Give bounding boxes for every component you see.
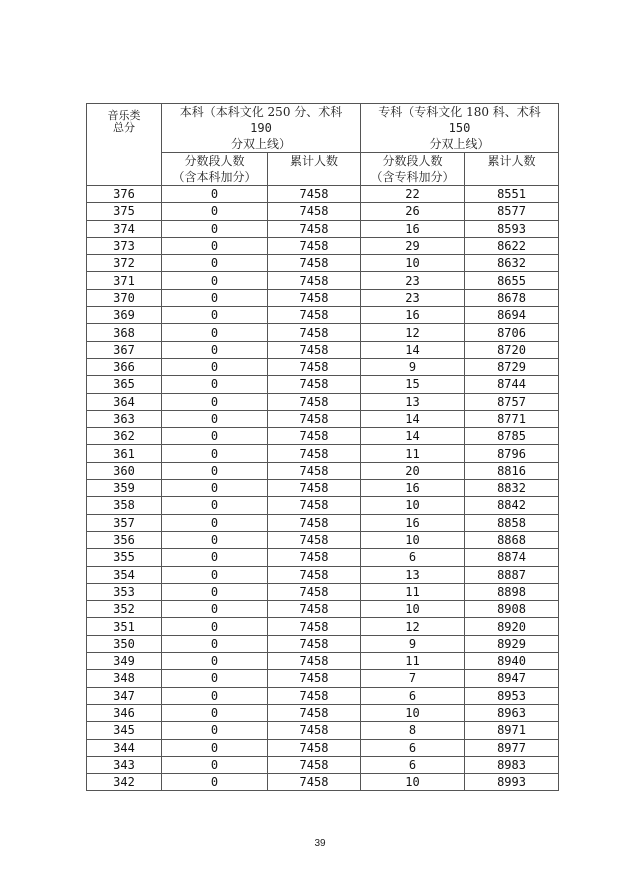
- junior-cumulative-cell: 8874: [465, 549, 559, 566]
- junior-cumulative-cell: 8632: [465, 255, 559, 272]
- junior-cumulative-cell: 8694: [465, 307, 559, 324]
- undergrad-count-cell: 0: [162, 687, 268, 704]
- total-score-cell: 359: [87, 480, 162, 497]
- undergrad-cumulative-cell: 7458: [268, 341, 361, 358]
- undergrad-count-cell: 0: [162, 514, 268, 531]
- category-header: [87, 104, 162, 186]
- total-score-cell: 357: [87, 514, 162, 531]
- table-body: [87, 186, 559, 791]
- junior-count-cell: 6: [361, 756, 465, 773]
- undergrad-cumulative-cell: 7458: [268, 462, 361, 479]
- junior-cumulative-cell: 8720: [465, 341, 559, 358]
- junior-cumulative-cell: 8757: [465, 393, 559, 410]
- undergrad-cumulative-cell: 7458: [268, 428, 361, 445]
- table-row: [87, 289, 559, 306]
- total-score-cell: 343: [87, 756, 162, 773]
- table-row: [87, 272, 559, 289]
- table-row: [87, 358, 559, 375]
- undergrad-count-cell: 0: [162, 324, 268, 341]
- junior-count-note: （含专科加分）: [370, 170, 455, 184]
- total-score-cell: 370: [87, 289, 162, 306]
- total-score-cell: 356: [87, 531, 162, 548]
- undergrad-cumulative-cell: 7458: [268, 255, 361, 272]
- junior-count-cell: 10: [361, 704, 465, 721]
- table-row: [87, 583, 559, 600]
- junior-count-cell: 16: [361, 307, 465, 324]
- table-row: [87, 393, 559, 410]
- junior-cumulative-cell: 8678: [465, 289, 559, 306]
- undergrad-cumulative-cell: 7458: [268, 635, 361, 652]
- total-score-cell: 372: [87, 255, 162, 272]
- junior-count-cell: 14: [361, 410, 465, 427]
- junior-count-cell: 23: [361, 289, 465, 306]
- undergrad-cumulative-cell: 7458: [268, 514, 361, 531]
- table-row: [87, 601, 559, 618]
- junior-cumulative-cell: 8551: [465, 186, 559, 203]
- junior-count-cell: 11: [361, 653, 465, 670]
- undergrad-cumulative-cell: 7458: [268, 653, 361, 670]
- table-row: [87, 255, 559, 272]
- table-row: [87, 324, 559, 341]
- junior-cumulative-cell: 8858: [465, 514, 559, 531]
- undergrad-count-cell: 0: [162, 670, 268, 687]
- undergrad-count-cell: 0: [162, 203, 268, 220]
- junior-cumulative-cell: 8983: [465, 756, 559, 773]
- undergrad-cumulative-cell: 7458: [268, 566, 361, 583]
- table-row: [87, 186, 559, 203]
- undergrad-count-cell: 0: [162, 480, 268, 497]
- undergrad-cumulative-cell: 7458: [268, 497, 361, 514]
- undergrad-count-cell: 0: [162, 186, 268, 203]
- junior-count-cell: 16: [361, 220, 465, 237]
- junior-cumulative-cell: 8796: [465, 445, 559, 462]
- undergrad-cumulative-cell: 7458: [268, 722, 361, 739]
- total-score-cell: 345: [87, 722, 162, 739]
- total-score-cell: 360: [87, 462, 162, 479]
- category-label-line2: 总分: [113, 121, 135, 134]
- junior-count-cell: 10: [361, 531, 465, 548]
- total-score-cell: 358: [87, 497, 162, 514]
- undergrad-count-cell: 0: [162, 376, 268, 393]
- undergrad-cumulative-cell: 7458: [268, 307, 361, 324]
- undergrad-count-cell: 0: [162, 358, 268, 375]
- table-row: [87, 549, 559, 566]
- total-score-cell: 365: [87, 376, 162, 393]
- table-row: [87, 531, 559, 548]
- junior-count-cell: 6: [361, 687, 465, 704]
- undergrad-cumulative-cell: 7458: [268, 774, 361, 791]
- undergrad-cumulative-cell: 7458: [268, 704, 361, 721]
- undergrad-cumulative-cell: 7458: [268, 324, 361, 341]
- total-score-cell: 361: [87, 445, 162, 462]
- undergrad-cumulative-cell: 7458: [268, 203, 361, 220]
- junior-count-cell: 20: [361, 462, 465, 479]
- undergrad-cumulative-cell: 7458: [268, 739, 361, 756]
- junior-cumulative-cell: 8947: [465, 670, 559, 687]
- total-score-cell: 342: [87, 774, 162, 791]
- undergrad-cumulative-cell: 7458: [268, 186, 361, 203]
- junior-count-header: [361, 153, 465, 186]
- undergrad-header-line1: 本科（本科文化 250 分、术科: [179, 105, 343, 119]
- undergrad-cumulative-header: [268, 153, 361, 186]
- undergrad-count-label: 分数段人数: [184, 154, 245, 168]
- undergrad-count-cell: 0: [162, 410, 268, 427]
- junior-count-cell: 10: [361, 497, 465, 514]
- table-row: [87, 566, 559, 583]
- total-score-cell: 363: [87, 410, 162, 427]
- junior-count-cell: 10: [361, 255, 465, 272]
- table-row: [87, 514, 559, 531]
- undergrad-header-line3: 分双上线）: [231, 137, 292, 151]
- junior-count-cell: 12: [361, 618, 465, 635]
- undergrad-count-cell: 0: [162, 653, 268, 670]
- table-row: [87, 670, 559, 687]
- junior-count-cell: 10: [361, 601, 465, 618]
- undergrad-count-cell: 0: [162, 237, 268, 254]
- undergrad-cumulative-cell: 7458: [268, 670, 361, 687]
- undergrad-count-cell: 0: [162, 635, 268, 652]
- junior-cumulative-cell: 8920: [465, 618, 559, 635]
- junior-count-cell: 14: [361, 428, 465, 445]
- junior-count-cell: 29: [361, 237, 465, 254]
- junior-cumulative-cell: 8977: [465, 739, 559, 756]
- total-score-cell: 362: [87, 428, 162, 445]
- undergrad-cumulative-cell: 7458: [268, 376, 361, 393]
- table-row: [87, 203, 559, 220]
- undergrad-cumulative-cell: 7458: [268, 220, 361, 237]
- junior-header-line2: 150: [448, 121, 471, 135]
- junior-cumulative-cell: 8577: [465, 203, 559, 220]
- undergrad-count-cell: 0: [162, 428, 268, 445]
- undergrad-count-cell: 0: [162, 722, 268, 739]
- junior-count-cell: 14: [361, 341, 465, 358]
- table-row: [87, 739, 559, 756]
- junior-cumulative-cell: 8816: [465, 462, 559, 479]
- undergrad-count-cell: 0: [162, 739, 268, 756]
- undergrad-count-cell: 0: [162, 255, 268, 272]
- table-row: [87, 376, 559, 393]
- table-row: [87, 341, 559, 358]
- table-row: [87, 445, 559, 462]
- undergrad-count-cell: 0: [162, 618, 268, 635]
- undergrad-header: [162, 104, 361, 153]
- junior-cumulative-cell: 8929: [465, 635, 559, 652]
- junior-count-cell: 23: [361, 272, 465, 289]
- junior-cumulative-cell: 8842: [465, 497, 559, 514]
- junior-cumulative-cell: 8963: [465, 704, 559, 721]
- table-row: [87, 635, 559, 652]
- undergrad-count-cell: 0: [162, 393, 268, 410]
- junior-cumulative-cell: 8953: [465, 687, 559, 704]
- junior-count-cell: 15: [361, 376, 465, 393]
- junior-count-cell: 6: [361, 549, 465, 566]
- total-score-cell: 354: [87, 566, 162, 583]
- undergrad-count-cell: 0: [162, 307, 268, 324]
- undergrad-cumulative-cell: 7458: [268, 237, 361, 254]
- undergrad-cumulative-cell: 7458: [268, 549, 361, 566]
- undergrad-count-cell: 0: [162, 756, 268, 773]
- table-row: [87, 653, 559, 670]
- total-score-cell: 369: [87, 307, 162, 324]
- undergrad-cumulative-cell: 7458: [268, 583, 361, 600]
- undergrad-count-cell: 0: [162, 462, 268, 479]
- undergrad-cumulative-cell: 7458: [268, 687, 361, 704]
- undergrad-count-note: （含本科加分）: [172, 170, 257, 184]
- junior-cumulative-cell: 8971: [465, 722, 559, 739]
- junior-cumulative-cell: 8868: [465, 531, 559, 548]
- junior-header: [361, 104, 559, 153]
- total-score-cell: 355: [87, 549, 162, 566]
- junior-count-cell: 8: [361, 722, 465, 739]
- table-row: [87, 220, 559, 237]
- undergrad-count-cell: 0: [162, 704, 268, 721]
- junior-count-cell: 10: [361, 774, 465, 791]
- total-score-cell: 376: [87, 186, 162, 203]
- junior-count-cell: 13: [361, 393, 465, 410]
- total-score-cell: 374: [87, 220, 162, 237]
- undergrad-cumulative-label: 累计人数: [290, 154, 339, 168]
- table-row: [87, 774, 559, 791]
- undergrad-count-cell: 0: [162, 220, 268, 237]
- junior-header-line3: 分双上线）: [429, 137, 490, 151]
- score-distribution-table: [86, 103, 559, 791]
- undergrad-count-cell: 0: [162, 289, 268, 306]
- undergrad-cumulative-cell: 7458: [268, 618, 361, 635]
- undergrad-count-cell: 0: [162, 272, 268, 289]
- junior-count-cell: 11: [361, 583, 465, 600]
- total-score-cell: 366: [87, 358, 162, 375]
- junior-cumulative-cell: 8771: [465, 410, 559, 427]
- junior-count-cell: 12: [361, 324, 465, 341]
- junior-cumulative-cell: 8993: [465, 774, 559, 791]
- junior-cumulative-cell: 8898: [465, 583, 559, 600]
- junior-count-cell: 22: [361, 186, 465, 203]
- total-score-cell: 352: [87, 601, 162, 618]
- table-row: [87, 497, 559, 514]
- undergrad-count-cell: 0: [162, 497, 268, 514]
- undergrad-count-cell: 0: [162, 549, 268, 566]
- junior-cumulative-label: 累计人数: [487, 154, 536, 168]
- page-number: 39: [314, 838, 326, 849]
- table-row: [87, 618, 559, 635]
- undergrad-count-cell: 0: [162, 445, 268, 462]
- total-score-cell: 375: [87, 203, 162, 220]
- junior-count-cell: 9: [361, 635, 465, 652]
- total-score-cell: 373: [87, 237, 162, 254]
- total-score-cell: 353: [87, 583, 162, 600]
- undergrad-count-cell: 0: [162, 566, 268, 583]
- category-label-line1: 音乐类: [107, 109, 141, 122]
- junior-count-cell: 7: [361, 670, 465, 687]
- total-score-cell: 351: [87, 618, 162, 635]
- junior-count-cell: 13: [361, 566, 465, 583]
- total-score-cell: 368: [87, 324, 162, 341]
- table-row: [87, 428, 559, 445]
- undergrad-cumulative-cell: 7458: [268, 601, 361, 618]
- table-row: [87, 722, 559, 739]
- junior-count-cell: 16: [361, 514, 465, 531]
- junior-cumulative-cell: 8832: [465, 480, 559, 497]
- undergrad-cumulative-cell: 7458: [268, 393, 361, 410]
- undergrad-count-cell: 0: [162, 583, 268, 600]
- junior-count-cell: 9: [361, 358, 465, 375]
- undergrad-cumulative-cell: 7458: [268, 289, 361, 306]
- table-row: [87, 687, 559, 704]
- undergrad-cumulative-cell: 7458: [268, 480, 361, 497]
- undergrad-cumulative-cell: 7458: [268, 272, 361, 289]
- table-row: [87, 704, 559, 721]
- junior-header-line1: 专科（专科文化 180 科、术科: [378, 105, 541, 119]
- undergrad-header-line2: 190: [250, 121, 272, 135]
- table-row: [87, 756, 559, 773]
- junior-cumulative-cell: 8744: [465, 376, 559, 393]
- junior-cumulative-cell: 8729: [465, 358, 559, 375]
- junior-cumulative-cell: 8706: [465, 324, 559, 341]
- undergrad-cumulative-cell: 7458: [268, 445, 361, 462]
- total-score-cell: 364: [87, 393, 162, 410]
- undergrad-count-cell: 0: [162, 774, 268, 791]
- total-score-cell: 349: [87, 653, 162, 670]
- total-score-cell: 344: [87, 739, 162, 756]
- undergrad-count-cell: 0: [162, 601, 268, 618]
- table-row: [87, 410, 559, 427]
- undergrad-count-header: [162, 153, 268, 186]
- junior-cumulative-cell: 8593: [465, 220, 559, 237]
- junior-cumulative-cell: 8940: [465, 653, 559, 670]
- junior-count-cell: 6: [361, 739, 465, 756]
- total-score-cell: 348: [87, 670, 162, 687]
- undergrad-cumulative-cell: 7458: [268, 531, 361, 548]
- table-row: [87, 307, 559, 324]
- junior-count-label: 分数段人数: [382, 154, 443, 168]
- junior-count-cell: 16: [361, 480, 465, 497]
- table-row: [87, 480, 559, 497]
- undergrad-count-cell: 0: [162, 341, 268, 358]
- table-row: [87, 237, 559, 254]
- junior-cumulative-cell: 8887: [465, 566, 559, 583]
- junior-cumulative-cell: 8908: [465, 601, 559, 618]
- junior-cumulative-header: [465, 153, 559, 186]
- junior-count-cell: 11: [361, 445, 465, 462]
- undergrad-cumulative-cell: 7458: [268, 358, 361, 375]
- total-score-cell: 371: [87, 272, 162, 289]
- junior-cumulative-cell: 8785: [465, 428, 559, 445]
- junior-count-cell: 26: [361, 203, 465, 220]
- junior-cumulative-cell: 8622: [465, 237, 559, 254]
- total-score-cell: 346: [87, 704, 162, 721]
- undergrad-count-cell: 0: [162, 531, 268, 548]
- total-score-cell: 367: [87, 341, 162, 358]
- undergrad-cumulative-cell: 7458: [268, 756, 361, 773]
- undergrad-cumulative-cell: 7458: [268, 410, 361, 427]
- junior-cumulative-cell: 8655: [465, 272, 559, 289]
- table-row: [87, 462, 559, 479]
- total-score-cell: 350: [87, 635, 162, 652]
- total-score-cell: 347: [87, 687, 162, 704]
